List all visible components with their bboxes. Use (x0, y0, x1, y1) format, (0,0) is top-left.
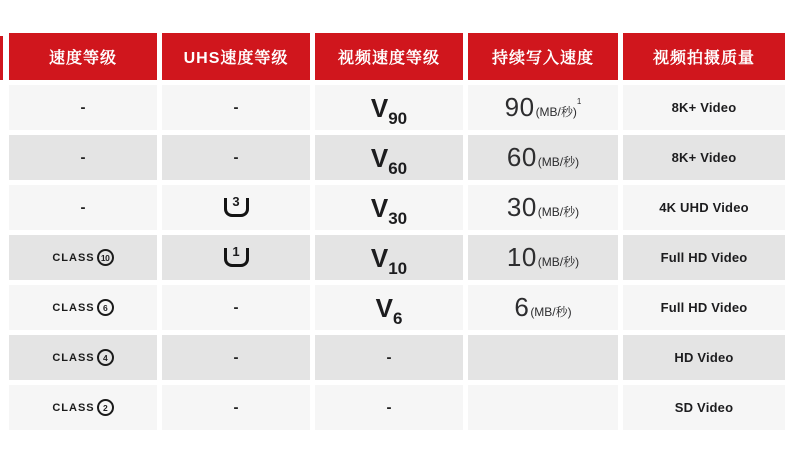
speed-class-logo (52, 349, 113, 366)
cell-speed-class-dash: - (9, 185, 157, 230)
cell-write-speed-6 (468, 285, 618, 330)
cell-uhs-dash: - (162, 335, 310, 380)
cell-speed-class-dash: - (9, 135, 157, 180)
cell-uhs-dash: - (162, 135, 310, 180)
cell-quality-hd: HD Video (623, 335, 785, 380)
cell-video-dash: - (315, 335, 463, 380)
write-speed-unit: (MB/秒) (537, 255, 580, 269)
class-number-circle-icon (97, 249, 114, 266)
uhs-number: 1 (232, 244, 240, 259)
cell-v90-logo (315, 85, 463, 130)
v-logo-glyph: V (370, 92, 388, 123)
cell-uhs-dash: - (162, 285, 310, 330)
cell-write-speed-empty (468, 385, 618, 430)
cell-quality-sd: SD Video (623, 385, 785, 430)
write-speed-unit: (MB/秒) (537, 205, 580, 219)
write-speed-unit: (MB/秒) (537, 155, 580, 169)
v-logo-glyph: V (370, 192, 388, 223)
cell-u3-logo (162, 185, 310, 230)
uhs-u-shape-icon (224, 194, 249, 217)
cell-class6-logo (9, 285, 157, 330)
write-speed-value: 60 (506, 142, 537, 172)
class-number-circle-icon (97, 299, 114, 316)
write-speed-value: 90 (504, 92, 535, 122)
cell-class2-logo (9, 385, 157, 430)
cell-quality-fullhd-2: Full HD Video (623, 285, 785, 330)
header-video-quality: 视频拍摄质量 (623, 33, 785, 80)
cell-speed-class-dash: - (9, 85, 157, 130)
footnote-marker: 1 (576, 97, 582, 106)
v-logo-number: 10 (388, 259, 408, 278)
write-speed-unit: (MB/秒) (530, 305, 572, 319)
uhs-u-shape-icon (224, 244, 249, 267)
class-number-circle-icon (97, 349, 114, 366)
cell-write-speed-60 (468, 135, 618, 180)
left-edge-red-sliver (0, 36, 3, 80)
v-logo-number: 90 (388, 109, 408, 128)
cell-write-speed-empty (468, 335, 618, 380)
header-speed-class: 速度等级 (9, 33, 157, 80)
cell-write-speed-30 (468, 185, 618, 230)
header-sustained-write-speed: 持续写入速度 (468, 33, 618, 80)
header-uhs-speed-class: UHS速度等级 (162, 33, 310, 80)
uhs-number: 3 (232, 194, 240, 209)
v-logo-glyph: V (370, 142, 388, 173)
v-logo-number: 6 (392, 309, 403, 328)
cell-quality-8k-2: 8K+ Video (623, 135, 785, 180)
class-word: CLASS (52, 351, 95, 364)
cell-v60-logo (315, 135, 463, 180)
cell-quality-8k-1: 8K+ Video (623, 85, 785, 130)
cell-quality-4k: 4K UHD Video (623, 185, 785, 230)
speed-class-table (9, 33, 785, 430)
header-video-speed-class: 视频速度等级 (315, 33, 463, 80)
v-logo-glyph: V (375, 292, 392, 323)
speed-class-logo (52, 299, 113, 316)
write-speed-value: 30 (506, 192, 537, 222)
class-word: CLASS (52, 401, 95, 414)
write-speed-value: 6 (514, 292, 530, 322)
cell-u1-logo (162, 235, 310, 280)
v-logo-number: 60 (388, 159, 408, 178)
class-number-circle-icon (97, 399, 114, 416)
cell-uhs-dash: - (162, 85, 310, 130)
cell-class10-logo (9, 235, 157, 280)
speed-class-logo (52, 249, 113, 266)
class-word: CLASS (52, 251, 95, 264)
cell-uhs-dash: - (162, 385, 310, 430)
class-word: CLASS (52, 301, 95, 314)
write-speed-unit: (MB/秒) (535, 105, 577, 119)
cell-v6-logo (315, 285, 463, 330)
class-number: 4 (103, 352, 108, 363)
cell-video-dash: - (315, 385, 463, 430)
cell-v30-logo (315, 185, 463, 230)
cell-write-speed-90 (468, 85, 618, 130)
write-speed-value: 10 (506, 242, 537, 272)
class-number: 2 (103, 402, 108, 413)
class-number: 6 (103, 302, 108, 313)
cell-quality-fullhd-1: Full HD Video (623, 235, 785, 280)
class-number: 10 (100, 252, 110, 263)
v-logo-number: 30 (388, 209, 408, 228)
speed-class-logo (52, 399, 113, 416)
cell-v10-logo (315, 235, 463, 280)
cell-write-speed-10 (468, 235, 618, 280)
v-logo-glyph: V (370, 242, 388, 273)
cell-class4-logo (9, 335, 157, 380)
